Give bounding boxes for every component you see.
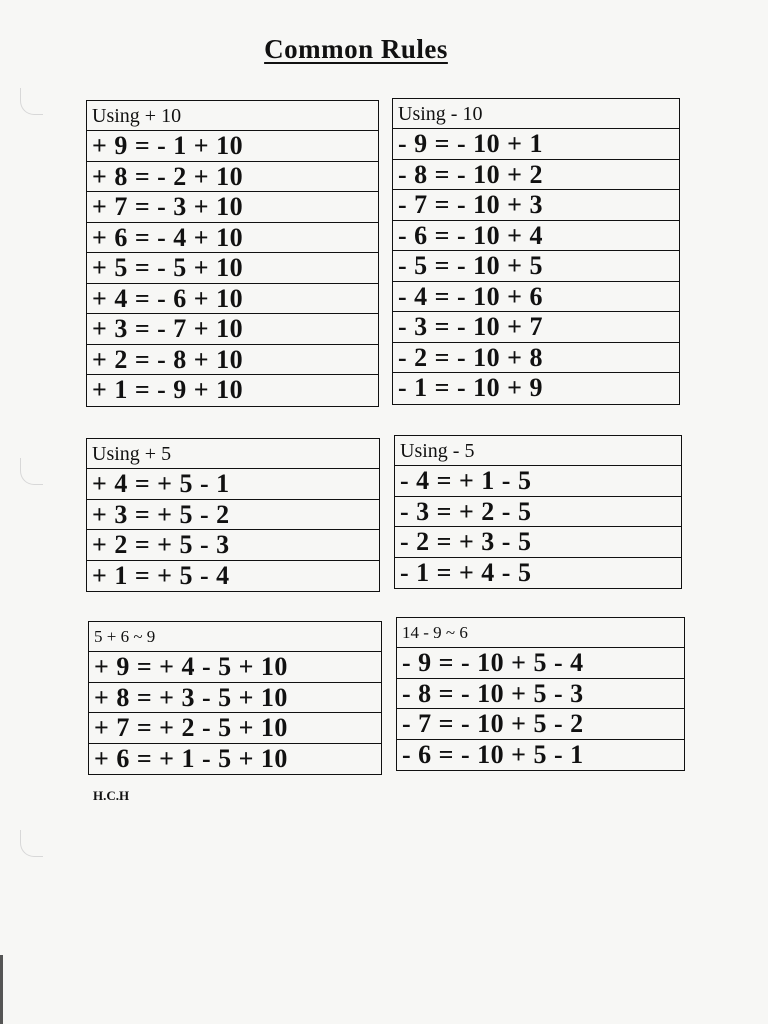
table-row: - 8 = - 10 + 2 bbox=[393, 160, 679, 191]
scan-edge-mark bbox=[0, 955, 3, 1024]
table-row: + 6 = + 1 - 5 + 10 bbox=[94, 743, 288, 773]
page-title: Common Rules bbox=[264, 34, 448, 64]
table-header: Using + 10 bbox=[87, 101, 378, 131]
table-row: - 5 = - 10 + 5 bbox=[393, 251, 679, 282]
table-row: - 3 = - 10 + 7 bbox=[393, 312, 679, 343]
table-row: + 3 = + 5 - 2 bbox=[87, 500, 379, 531]
table-row: - 8 = - 10 + 5 - 3 bbox=[397, 679, 684, 710]
table-row: + 8 = + 3 - 5 + 10 bbox=[89, 683, 381, 714]
table-row: - 3 = + 2 - 5 bbox=[395, 497, 681, 528]
table-row: + 6 = - 4 + 10 bbox=[87, 223, 378, 254]
table-row: - 1 = - 10 + 9 bbox=[398, 373, 543, 402]
table-row: + 9 = + 4 - 5 + 10 bbox=[89, 652, 381, 683]
table-row: + 3 = - 7 + 10 bbox=[87, 314, 378, 345]
binder-hole-mark bbox=[20, 88, 43, 115]
table-row: - 4 = + 1 - 5 bbox=[395, 466, 681, 497]
table-header: Using + 5 bbox=[87, 439, 379, 469]
table-using-plus-5 bbox=[86, 438, 380, 592]
table-row: - 7 = - 10 + 5 - 2 bbox=[397, 709, 684, 740]
table-row: + 9 = - 1 + 10 bbox=[87, 131, 378, 162]
table-header: 14 - 9 ~ 6 bbox=[397, 618, 684, 648]
binder-hole-mark bbox=[20, 458, 43, 485]
table-row: + 2 = - 8 + 10 bbox=[87, 345, 378, 376]
table-row: + 1 = + 5 - 4 bbox=[92, 560, 230, 590]
table-row: + 7 = - 3 + 10 bbox=[87, 192, 378, 223]
table-row: + 4 = - 6 + 10 bbox=[87, 284, 378, 315]
table-row: - 6 = - 10 + 4 bbox=[393, 221, 679, 252]
table-header: 5 + 6 ~ 9 bbox=[89, 622, 381, 652]
table-row: + 5 = - 5 + 10 bbox=[87, 253, 378, 284]
table-row: - 7 = - 10 + 3 bbox=[393, 190, 679, 221]
table-row: - 4 = - 10 + 6 bbox=[393, 282, 679, 313]
table-row: + 2 = + 5 - 3 bbox=[87, 530, 379, 561]
table-using-plus-10 bbox=[86, 100, 379, 407]
table-14-minus-9-to-6 bbox=[396, 617, 685, 771]
binder-hole-mark bbox=[20, 830, 43, 857]
table-row: - 1 = + 4 - 5 bbox=[400, 557, 532, 587]
table-row: + 8 = - 2 + 10 bbox=[87, 162, 378, 193]
table-row: + 4 = + 5 - 1 bbox=[87, 469, 379, 500]
table-header: Using - 5 bbox=[395, 436, 681, 466]
table-row: - 6 = - 10 + 5 - 1 bbox=[402, 739, 584, 769]
table-row: - 2 = - 10 + 8 bbox=[393, 343, 679, 374]
table-row: - 9 = - 10 + 1 bbox=[393, 129, 679, 160]
table-row: + 7 = + 2 - 5 + 10 bbox=[89, 713, 381, 744]
table-row: - 2 = + 3 - 5 bbox=[395, 527, 681, 558]
author-initials: H.C.H bbox=[93, 788, 130, 803]
table-row: - 9 = - 10 + 5 - 4 bbox=[397, 648, 684, 679]
table-row: + 1 = - 9 + 10 bbox=[92, 375, 244, 404]
table-header: Using - 10 bbox=[393, 99, 679, 129]
table-using-minus-5 bbox=[394, 435, 682, 589]
table-5-plus-6-to-9 bbox=[88, 621, 382, 775]
table-using-minus-10 bbox=[392, 98, 680, 405]
